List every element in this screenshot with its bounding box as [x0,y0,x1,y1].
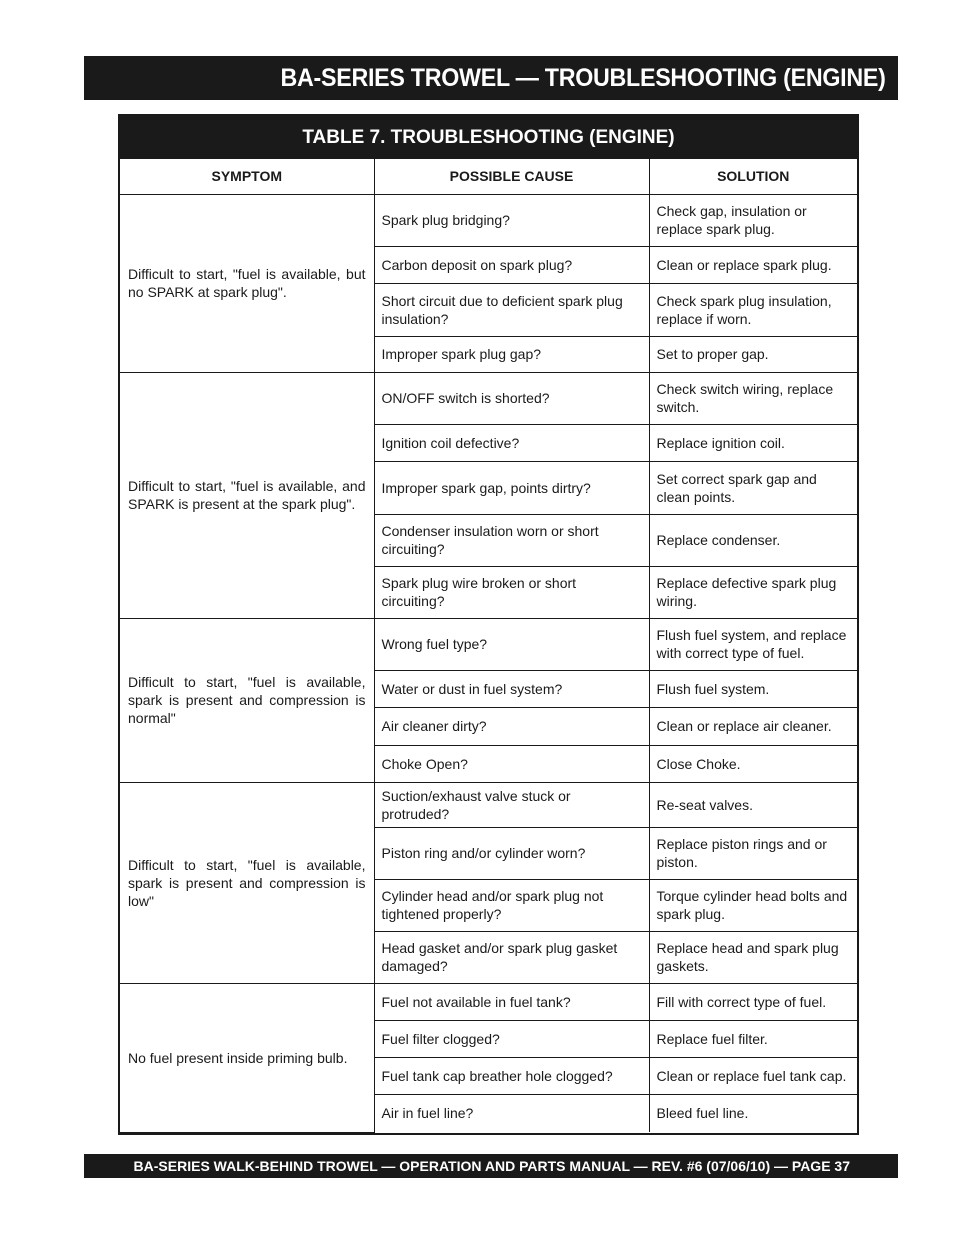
cause-cell: Improper spark gap, points dirtry? [374,461,649,514]
solution-cell: Check spark plug insulation, replace if worn. [649,283,857,336]
column-header-symptom: SYMPTOM [120,159,374,194]
table-row [120,618,857,670]
table-grid [120,159,857,1133]
cause-cell: Piston ring and/or cylinder worn? [374,827,649,879]
cause-cell: Choke Open? [374,745,649,782]
cause-cell: Fuel not available in fuel tank? [374,983,649,1020]
table-row [120,194,857,246]
cause-cell: Spark plug bridging? [374,194,649,246]
column-header-solution: SOLUTION [649,159,857,194]
solution-cell: Check switch wiring, replace switch. [649,372,857,424]
troubleshooting-table [118,114,859,1135]
cause-cell: ON/OFF switch is shorted? [374,372,649,424]
page-header [84,56,898,100]
solution-cell: Flush fuel system, and replace with correct type of fuel. [649,618,857,670]
column-header-possible-cause: POSSIBLE CAUSE [374,159,649,194]
solution-cell: Clean or replace fuel tank cap. [649,1057,857,1094]
symptom-cell: Difficult to start, "fuel is available, but no SPARK at spark plug". [120,194,374,372]
footer-text: BA-SERIES WALK-BEHIND TROWEL — OPERATION AND PARTS MANUAL — REV. #6 (07/06/10) — PAGE 37 [133,1158,850,1174]
cause-cell: Cylinder head and/or spark plug not tightened properly? [374,879,649,931]
solution-cell: Replace piston rings and or piston. [649,827,857,879]
cause-cell: Ignition coil defective? [374,424,649,461]
solution-cell: Clean or replace air cleaner. [649,707,857,745]
solution-cell: Bleed fuel line. [649,1094,857,1132]
table-title: TABLE 7. TROUBLESHOOTING (ENGINE) [120,116,857,159]
solution-cell: Torque cylinder head bolts and spark plug. [649,879,857,931]
solution-cell: Flush fuel system. [649,670,857,707]
cause-cell: Suction/exhaust valve stuck or protruded? [374,782,649,827]
cause-cell: Short circuit due to deficient spark plug insulation? [374,283,649,336]
cause-cell: Carbon deposit on spark plug? [374,246,649,283]
table-header-row [120,159,857,194]
cause-cell: Fuel tank cap breather hole clogged? [374,1057,649,1094]
page-title: BA-SERIES TROWEL — TROUBLESHOOTING (ENGINE) [280,63,886,92]
solution-cell: Replace condenser. [649,514,857,566]
page-footer [84,1154,898,1178]
solution-cell: Clean or replace spark plug. [649,246,857,283]
table-row [120,372,857,424]
cause-cell: Air cleaner dirty? [374,707,649,745]
table-row [120,983,857,1020]
solution-cell: Replace fuel filter. [649,1020,857,1057]
solution-cell: Replace head and spark plug gaskets. [649,931,857,983]
solution-cell: Close Choke. [649,745,857,782]
solution-cell: Set correct spark gap and clean points. [649,461,857,514]
solution-cell: Fill with correct type of fuel. [649,983,857,1020]
cause-cell: Water or dust in fuel system? [374,670,649,707]
cause-cell: Spark plug wire broken or short circuiting? [374,566,649,618]
solution-cell: Replace defective spark plug wiring. [649,566,857,618]
symptom-cell: Difficult to start, "fuel is available, and SPARK is present at the spark plug". [120,372,374,618]
table-body [120,194,857,1132]
symptom-cell: No fuel present inside priming bulb. [120,983,374,1132]
cause-cell: Head gasket and/or spark plug gasket damaged? [374,931,649,983]
solution-cell: Re-seat valves. [649,782,857,827]
symptom-cell: Difficult to start, "fuel is available, spark is present and compression is low" [120,782,374,983]
symptom-cell: Difficult to start, "fuel is available, spark is present and compression is normal" [120,618,374,782]
solution-cell: Replace ignition coil. [649,424,857,461]
solution-cell: Set to proper gap. [649,336,857,372]
table-row [120,782,857,827]
cause-cell: Improper spark plug gap? [374,336,649,372]
cause-cell: Wrong fuel type? [374,618,649,670]
cause-cell: Air in fuel line? [374,1094,649,1132]
cause-cell: Condenser insulation worn or short circuiting? [374,514,649,566]
cause-cell: Fuel filter clogged? [374,1020,649,1057]
solution-cell: Check gap, insulation or replace spark plug. [649,194,857,246]
